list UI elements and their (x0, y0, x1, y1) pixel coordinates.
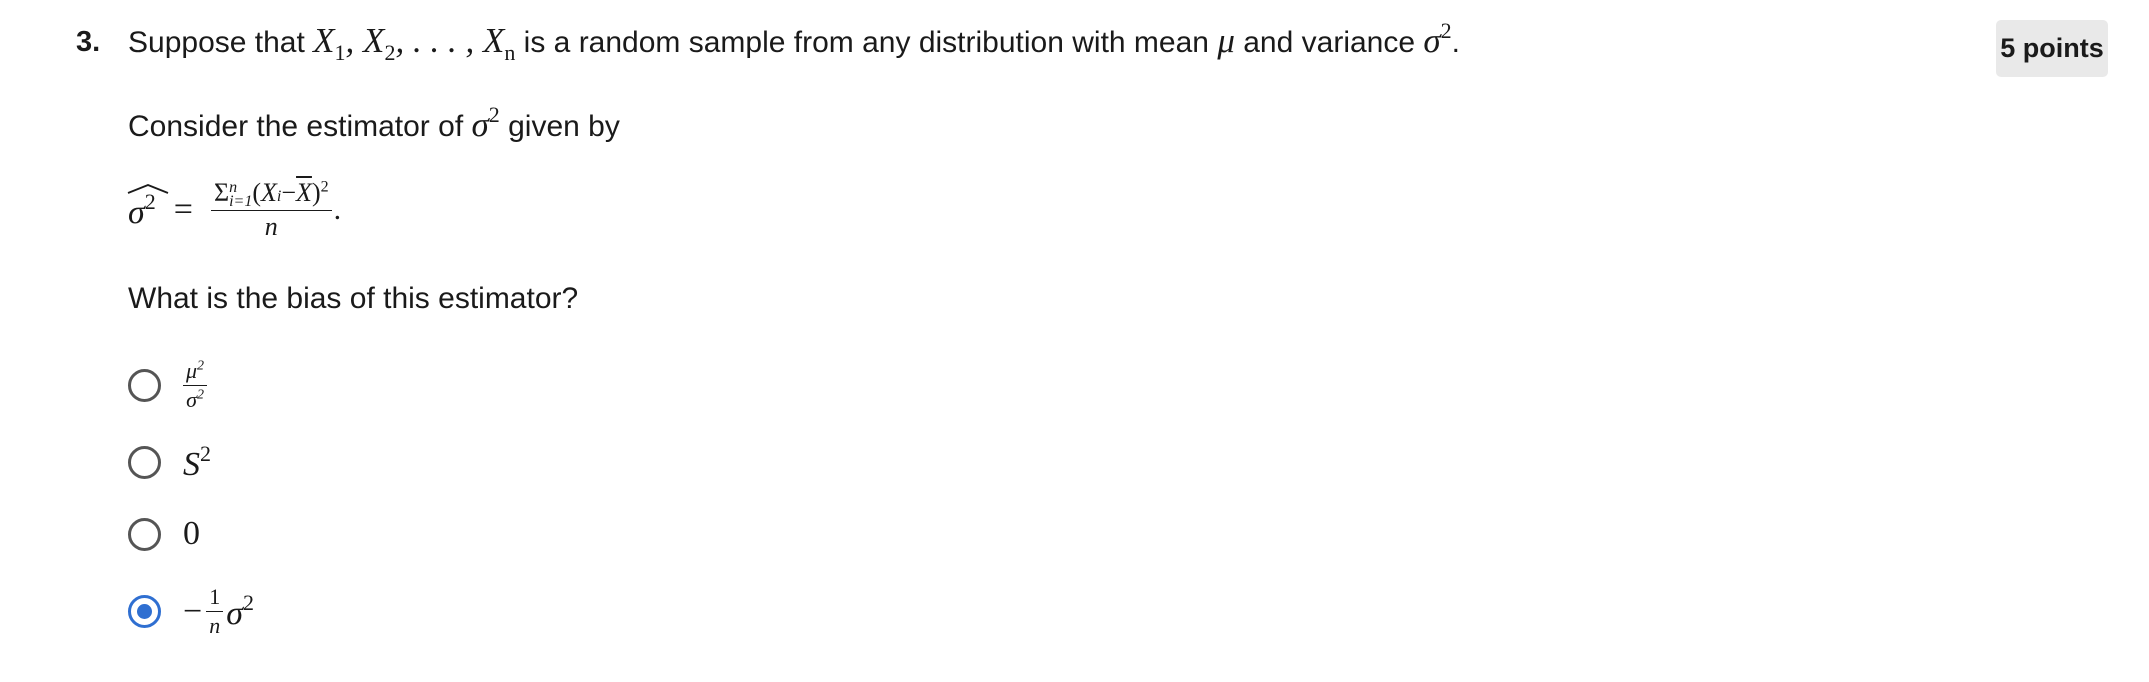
sigma-squared: $\sigma^2$ (1423, 18, 1452, 60)
period: . (333, 193, 342, 227)
sigma-hat: $\sigma^2$ (128, 189, 156, 232)
option-label: $S^2$ (183, 441, 211, 483)
option-4[interactable] (128, 584, 254, 639)
option-1[interactable] (128, 358, 207, 413)
equals-sign: = (173, 191, 193, 229)
fraction-numerator: Σ n i=1 $(Xi-\overline{X})^2$ (211, 178, 332, 211)
intro-pre-text: Suppose that (128, 26, 305, 59)
fraction-denominator: n (264, 212, 278, 242)
radio-button[interactable] (128, 518, 161, 551)
consider-post-text: given by (508, 110, 620, 143)
question-intro (128, 18, 1460, 66)
radio-button-selected[interactable] (128, 595, 161, 628)
estimator-formula (128, 178, 341, 242)
mu-symbol: μ (1217, 21, 1235, 60)
option-label: − $\frac{1}{n}$ $\sigma^2$ (183, 584, 254, 638)
radio-button[interactable] (128, 446, 161, 479)
estimator-fraction (211, 178, 332, 242)
consider-line (128, 102, 620, 145)
points-badge: 5 points (1996, 20, 2108, 77)
intro-end-text: . (1451, 26, 1460, 59)
question-number: 3. (76, 26, 101, 58)
hat-mark (126, 183, 170, 195)
question-prompt: What is the bias of this estimator? (128, 282, 579, 315)
sigma-squared-2: $\sigma^2$ (471, 102, 500, 144)
intro-and-text: and variance (1243, 26, 1416, 59)
option-3[interactable] (128, 515, 200, 553)
radio-button[interactable] (128, 369, 161, 402)
option-label: $\frac{\mu^2}{\sigma^2}$ (183, 358, 207, 413)
option-2[interactable] (128, 441, 211, 484)
option-label: 0 (183, 515, 200, 552)
consider-pre-text: Consider the estimator of (128, 110, 464, 143)
intro-mid-text: is a random sample from any distribution with mean (523, 26, 1209, 59)
sample-math: $X_1$, $X_2$, . . . , $X_n$ (313, 21, 516, 65)
